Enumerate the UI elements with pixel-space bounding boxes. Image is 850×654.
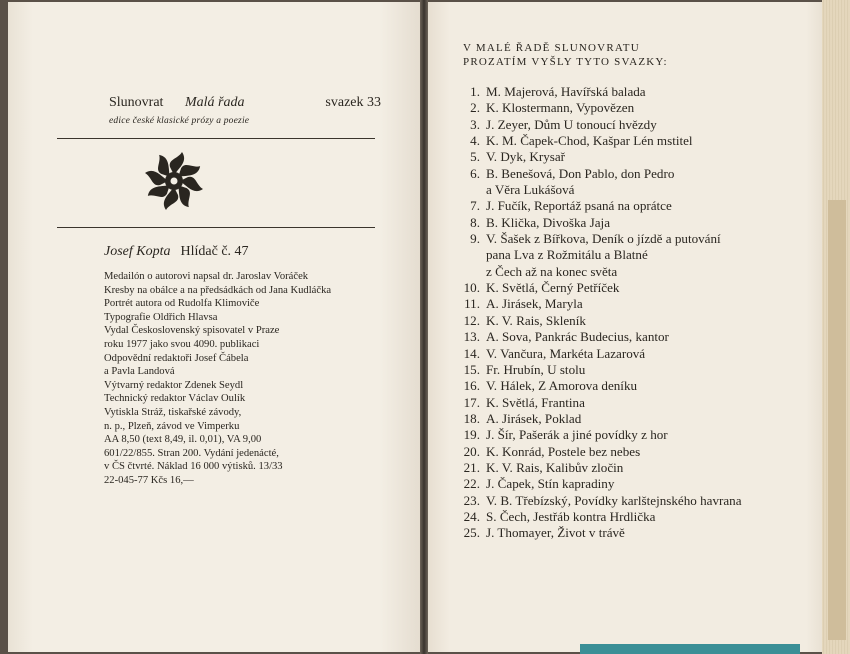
imprint-line: n. p., Plzeň, závod ve Vimperku <box>104 420 240 432</box>
book-list-item <box>456 346 816 362</box>
book-number: 6. <box>470 165 480 181</box>
book-list-item <box>456 329 816 345</box>
work-line <box>104 244 249 260</box>
book-number: 15. <box>463 361 480 377</box>
imprint-line: Odpovědní redaktoři Josef Čábela <box>104 352 249 364</box>
book-title: S. Čech, Jestřáb kontra Hrdlička <box>486 508 656 524</box>
book-number: 23. <box>463 492 480 508</box>
book-title: J. Zeyer, Dům U tonoucí hvězdy <box>486 116 657 132</box>
bottom-cover-strip <box>580 644 800 654</box>
book-list-item <box>456 117 816 133</box>
book-title: K. V. Rais, Skleník <box>486 312 586 328</box>
book-number: 2. <box>470 100 480 116</box>
book-list <box>456 84 816 542</box>
imprint-line: Technický redaktor Václav Oulík <box>104 393 246 405</box>
book-title: V. Dyk, Krysař <box>486 149 566 165</box>
work-title: Hlídač č. 47 <box>180 244 249 259</box>
book-title: A. Jirásek, Poklad <box>486 410 582 426</box>
book-title: V. Vančura, Markéta Lazarová <box>486 345 646 361</box>
book-number: 22. <box>463 476 480 492</box>
book-title-continued: a Věra Lukášová <box>486 182 575 198</box>
book-number: 25. <box>463 525 480 541</box>
book-number: 16. <box>463 378 480 394</box>
book-title: K. Konrád, Postele bez nebes <box>486 443 641 459</box>
book-list-item <box>456 198 816 214</box>
book-list-item <box>456 427 816 443</box>
book-list-item <box>456 313 816 329</box>
book-number: 17. <box>463 394 480 410</box>
book-list-item <box>456 378 816 394</box>
imprint-line: Vytiskla Stráž, tiskařské závody, <box>104 406 242 418</box>
book-list-item <box>456 280 816 296</box>
book-title: V. Hálek, Z Amorova deníku <box>486 378 638 394</box>
author-name: Josef Kopta <box>104 244 171 259</box>
book-title: A. Jirásek, Maryla <box>486 296 583 312</box>
imprint-line: Typografie Oldřich Hlavsa <box>104 311 218 323</box>
book-title: K. M. Čapek-Chod, Kašpar Lén mstitel <box>486 133 693 149</box>
book-list-item <box>456 411 816 427</box>
book-title: B. Klička, Divoška Jaja <box>486 214 611 230</box>
book-list-item <box>456 149 816 165</box>
page-edges <box>822 0 850 654</box>
book-list-item <box>456 444 816 460</box>
book-title: Fr. Hrubín, U stolu <box>486 361 586 377</box>
book-title: V. Šašek z Bířkova, Deník o jízdě a putování <box>486 231 721 247</box>
imprint-line: v ČS čtvrté. Náklad 16 000 výtisků. 13/33 <box>104 461 283 473</box>
book-list-item <box>456 460 816 476</box>
list-heading <box>463 41 668 69</box>
book-list-item <box>456 525 816 541</box>
book-title-continued: pana Lva z Rožmitálu a Blatné <box>486 247 648 263</box>
book-number: 18. <box>463 410 480 426</box>
divider-top <box>57 138 375 139</box>
book-title: K. Klostermann, Vypovězen <box>486 100 635 116</box>
book-number: 8. <box>470 214 480 230</box>
book-title: J. Thomayer, Život v trávě <box>486 525 625 541</box>
book-number: 11. <box>464 296 480 312</box>
book-list-item <box>456 476 816 492</box>
book-number: 21. <box>463 459 480 475</box>
page-edge-strip <box>828 200 846 640</box>
book-title-continued: z Čech až na konec světa <box>486 263 618 279</box>
sun-emblem-icon <box>143 150 205 212</box>
series-name: Slunovrat <box>109 95 164 110</box>
imprint-block <box>104 270 404 488</box>
book-title: A. Sova, Pankrác Budecius, kantor <box>486 329 669 345</box>
book-list-item <box>456 509 816 525</box>
book-gutter <box>420 0 428 654</box>
book-number: 20. <box>463 443 480 459</box>
book-title: K. Světlá, Černý Petříček <box>486 280 620 296</box>
imprint-line: 601/22/855. Stran 200. Vydání jedenácté, <box>104 447 279 459</box>
book-list-item <box>456 395 816 411</box>
book-title: J. Fučík, Reportáž psaná na oprátce <box>486 198 672 214</box>
book-title: K. V. Rais, Kalibův zločin <box>486 459 624 475</box>
imprint-line: 22-045-77 Kčs 16,— <box>104 474 194 486</box>
divider-bottom <box>57 227 375 228</box>
book-number: 7. <box>470 198 480 214</box>
book-list-item <box>456 362 816 378</box>
book-list-item <box>456 166 816 199</box>
list-heading-line: V MALÉ ŘADĚ SLUNOVRATU <box>463 42 640 54</box>
book-number: 14. <box>463 345 480 361</box>
edition-description: edice české klasické prózy a poezie <box>109 116 250 126</box>
series-subtitle: Malá řada <box>185 95 245 110</box>
book-list-item <box>456 84 816 100</box>
book-title: J. Čapek, Stín kapradiny <box>486 476 615 492</box>
book-number: 19. <box>463 427 480 443</box>
book-number: 13. <box>463 329 480 345</box>
imprint-line: Medailón o autorovi napsal dr. Jaroslav Voráček <box>104 271 309 282</box>
book-number: 4. <box>470 133 480 149</box>
list-heading-line: PROZATÍM VYŠLY TYTO SVAZKY: <box>463 56 668 68</box>
book-list-item <box>456 231 816 280</box>
book-number: 5. <box>470 149 480 165</box>
book-title: B. Benešová, Don Pablo, don Pedro <box>486 165 675 181</box>
imprint-line: AA 8,50 (text 8,49, il. 0,01), VA 9,00 <box>104 434 262 446</box>
book-list-item <box>456 133 816 149</box>
book-title: M. Majerová, Havířská balada <box>486 84 646 99</box>
book-title: K. Světlá, Frantina <box>486 394 585 410</box>
book-number: 9. <box>470 231 480 247</box>
imprint-line: a Pavla Landová <box>104 366 175 378</box>
imprint-line: Portrét autora od Rudolfa Klimoviče <box>104 298 260 310</box>
imprint-line: Kresby na obálce a na předsádkách od Jana Kudláčka <box>104 284 332 296</box>
volume-number: svazek 33 <box>325 95 381 110</box>
imprint-line: Vydal Československý spisovatel v Praze <box>104 325 280 337</box>
book-number: 3. <box>470 116 480 132</box>
imprint-line: Výtvarný redaktor Zdenek Seydl <box>104 379 244 391</box>
book-list-item <box>456 100 816 116</box>
book-number: 10. <box>463 280 480 296</box>
book-title: V. B. Třebízský, Povídky karlštejnského havrana <box>486 492 742 508</box>
book-list-item <box>456 215 816 231</box>
book-number: 24. <box>463 508 480 524</box>
book-number: 1. <box>470 84 480 99</box>
book-title: J. Šír, Pašerák a jiné povídky z hor <box>486 427 668 443</box>
book-number: 12. <box>463 312 480 328</box>
imprint-line: roku 1977 jako svou 4090. publikaci <box>104 338 260 350</box>
book-list-item <box>456 296 816 312</box>
book-list-item <box>456 493 816 509</box>
